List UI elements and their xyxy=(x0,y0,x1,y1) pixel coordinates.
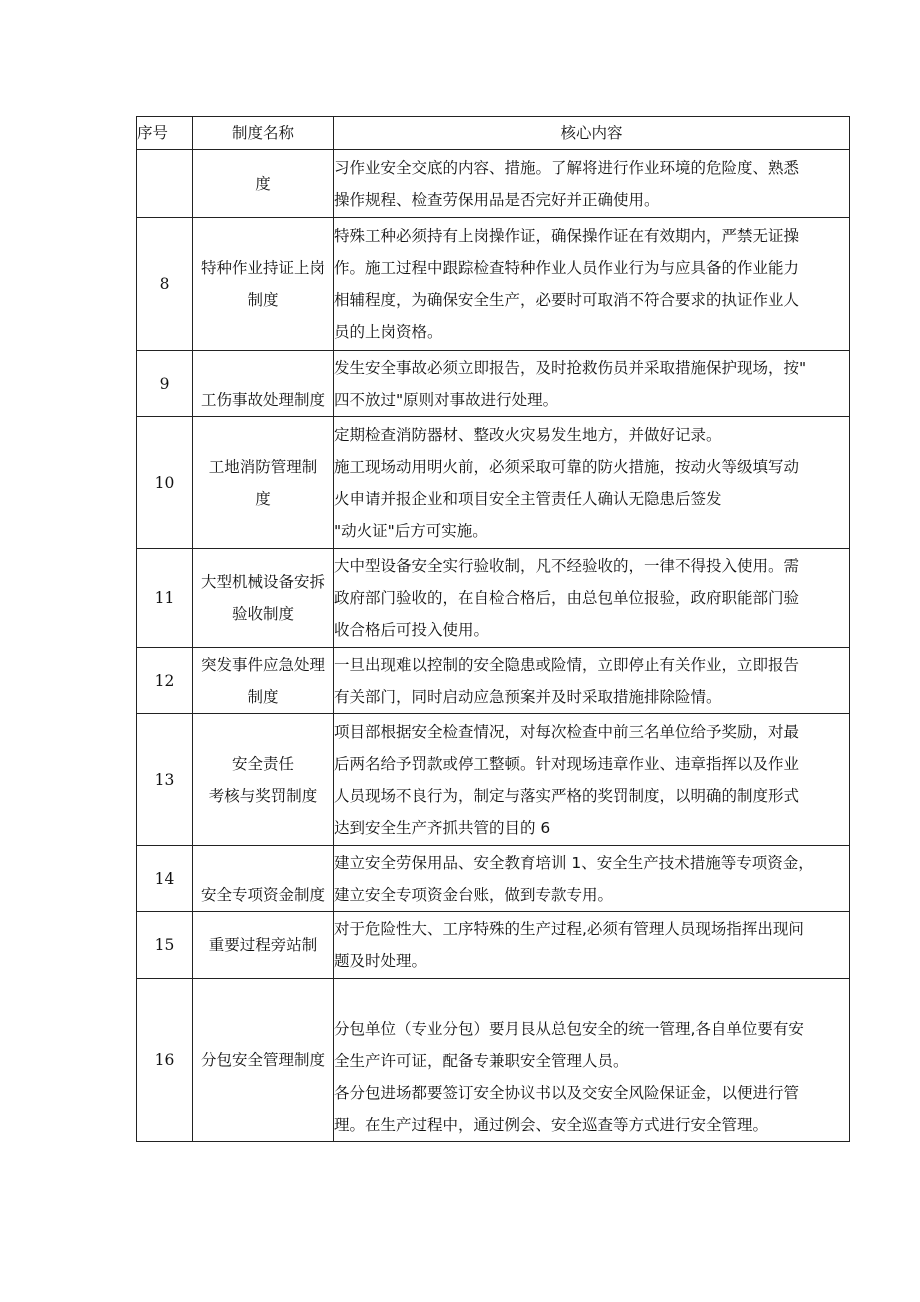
core-content-line: 政府部门验收的，在自检合格后，由总包单位报验，政府职能部门验 xyxy=(334,589,800,607)
row-number: 12 xyxy=(137,648,193,714)
rule-core-content xyxy=(334,351,850,417)
rule-core-content xyxy=(334,218,850,351)
rule-name xyxy=(193,846,334,912)
rule-name xyxy=(193,979,334,1142)
rule-name-line: 突发事件应急处理 xyxy=(200,655,325,674)
core-content-line: 发生安全事故必须立即报告，及时抢救伤员并采取措施保护现场，按" xyxy=(334,358,807,377)
core-content-line: "动火证"后方可实施。 xyxy=(334,521,488,540)
core-content-line: 大中型设备安全实行验收制，凡不经验收的，一律不得投入使用。需 xyxy=(334,557,800,575)
rule-core-content xyxy=(334,846,850,912)
table-row xyxy=(137,150,850,218)
core-content-line: 建立安全专项资金台账，做到专款专用。 xyxy=(334,885,614,904)
table-row xyxy=(137,979,850,1142)
core-content-line: 四不放过"原则对事故进行处理。 xyxy=(334,390,559,409)
rule-name-line: 安全责任 xyxy=(231,754,294,773)
rule-name xyxy=(193,351,334,417)
rule-name xyxy=(193,417,334,549)
header-name: 制度名称 xyxy=(193,117,334,150)
rule-core-content xyxy=(334,912,850,979)
core-content-line: 理。在生产过程中，通过例会、安全巡查等方式进行安全管理。 xyxy=(334,1116,769,1134)
core-content-line: 题及时处理。 xyxy=(334,952,428,970)
table-row xyxy=(137,714,850,846)
table-body xyxy=(137,150,850,1142)
rule-name xyxy=(193,150,334,218)
core-content-line: 人员现场不良行为，制定与落实严格的奖罚制度，以明确的制度形式 xyxy=(334,786,800,805)
row-number: 11 xyxy=(137,549,193,648)
core-content-line: 有关部门，同时启动应急预案并及时采取措施排除险情。 xyxy=(334,687,722,706)
rule-name xyxy=(193,714,334,846)
core-content-line: 相辅程度，为确保安全生产，必要时可取消不符合要求的执证作业人 xyxy=(334,291,800,309)
rule-name-line: 工地消防管理制 xyxy=(208,457,318,476)
core-content-line: 达到安全生产齐抓共管的目的 6 xyxy=(334,818,551,837)
rule-name-line: 制度 xyxy=(247,291,279,309)
rule-name-line: 特种作业持证上岗 xyxy=(200,259,325,277)
table-row xyxy=(137,912,850,979)
row-number: 15 xyxy=(137,912,193,979)
rule-name xyxy=(193,549,334,648)
core-content-line: 操作规程、检查劳保用品是否完好并正确使用。 xyxy=(334,190,660,209)
core-content-line: 作。施工过程中跟踪检查特种作业人员作业行为与应具备的作业能力 xyxy=(334,259,800,277)
table-row xyxy=(137,218,850,351)
rule-name-line: 考核与奖罚制度 xyxy=(208,786,318,805)
rule-core-content xyxy=(334,549,850,648)
header-core: 核心内容 xyxy=(334,117,850,150)
core-content-line: 项目部根据安全检查情况，对每次检查中前三名单位给予奖励，对最 xyxy=(334,722,800,741)
rule-core-content xyxy=(334,150,850,218)
rule-name-line: 安全专项资金制度 xyxy=(200,886,325,904)
rule-core-content xyxy=(334,417,850,549)
table-row xyxy=(137,846,850,912)
header-no: 序号 xyxy=(137,117,193,150)
core-content-line: 习作业安全交底的内容、措施。了解将进行作业环境的危险度、熟悉 xyxy=(334,158,800,177)
core-content-line: 全生产许可证，配备专兼职安全管理人员。 xyxy=(334,1052,629,1070)
rule-name-line: 度 xyxy=(255,489,271,508)
core-content-line: 火申请并报企业和项目安全主管责任人确认无隐患后签发 xyxy=(334,489,722,508)
rule-core-content xyxy=(334,714,850,846)
rule-name-line: 工伤事故处理制度 xyxy=(200,391,325,409)
table-row xyxy=(137,351,850,417)
table-row xyxy=(137,417,850,549)
rule-name-line: 分包安全管理制度 xyxy=(200,1051,325,1069)
rule-name-line: 度 xyxy=(255,174,271,193)
rule-core-content xyxy=(334,648,850,714)
safety-rules-table xyxy=(136,116,850,1142)
row-number: 10 xyxy=(137,417,193,549)
table-row xyxy=(137,549,850,648)
rule-name xyxy=(193,218,334,351)
rule-name-line: 大型机械设备安拆 xyxy=(200,573,325,591)
row-number: 8 xyxy=(137,218,193,351)
rule-name-line: 重要过程旁站制 xyxy=(208,936,318,954)
core-content-line: 一旦出现难以控制的安全隐患或险情，立即停止有关作业，立即报告 xyxy=(334,655,800,674)
row-number: 14 xyxy=(137,846,193,912)
row-number: 9 xyxy=(137,351,193,417)
core-content-line: 分包单位（专业分包）要月艮从总包安全的统一管理,各自单位要有安 xyxy=(334,1020,804,1038)
row-number: 16 xyxy=(137,979,193,1142)
core-content-line: 员的上岗资格。 xyxy=(334,323,443,341)
core-content-line: 特殊工种必须持有上岗操作证，确保操作证在有效期内，严禁无证操 xyxy=(334,227,800,245)
row-number: 13 xyxy=(137,714,193,846)
core-content-line: 施工现场动用明火前，必须采取可靠的防火措施，按动火等级填写动 xyxy=(334,457,800,476)
rule-name-line: 验收制度 xyxy=(231,605,294,623)
core-content-line: 建立安全劳保用品、安全教育培训 1、安全生产技术措施等专项资金， xyxy=(334,853,814,872)
core-content-line: 对于危险性大、工序特殊的生产过程,必须有管理人员现场指挥出现问 xyxy=(334,920,804,938)
rule-core-content xyxy=(334,979,850,1142)
row-number xyxy=(137,150,193,218)
core-content-line: 后两名给予罚款或停工整顿。针对现场违章作业、违章指挥以及作业 xyxy=(334,754,800,773)
core-content-line: 各分包进场都要签订安全协议书以及交安全风险保证金，以便进行管 xyxy=(334,1084,800,1102)
rule-name-line: 制度 xyxy=(247,687,279,706)
table-header-row xyxy=(137,117,850,150)
rule-name xyxy=(193,648,334,714)
core-content-line: 定期检查消防器材、整改火灾易发生地方，并做好记录。 xyxy=(334,425,722,444)
rule-name xyxy=(193,912,334,979)
table-row xyxy=(137,648,850,714)
core-content-line: 收合格后可投入使用。 xyxy=(334,621,490,639)
